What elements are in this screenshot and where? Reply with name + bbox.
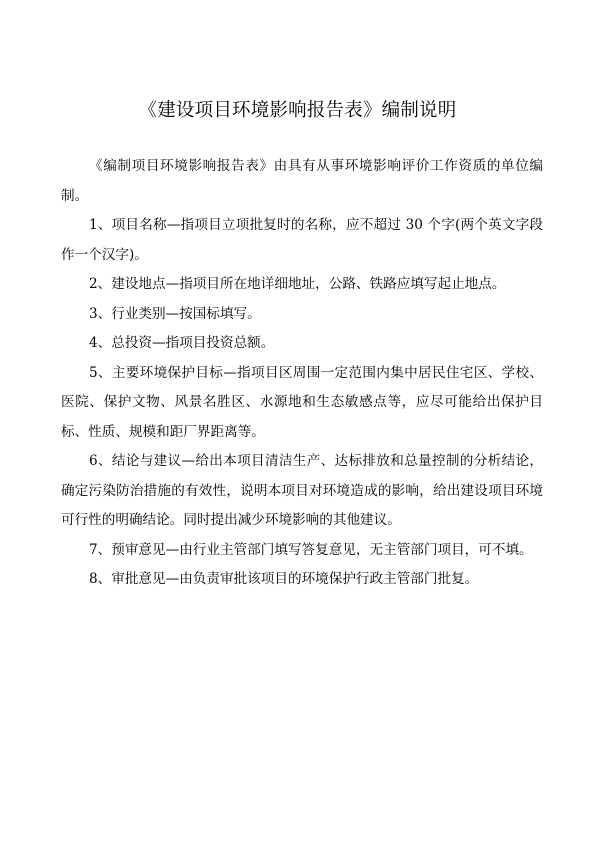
item-paragraph-8: 8、审批意见—由负责审批该项目的环境保护行政主管部门批复。 [89,571,479,587]
item-paragraph-1: 1、项目名称—指项目立项批复时的名称，应不超过 30 个字(两个英文字段作一个汉字)。 [61,217,543,263]
intro-paragraph: 《编制项目环境影响报告表》由具有从事环境影响评价工作资质的单位编制。 [61,158,543,204]
item-paragraph-3: 3、行业类别—按国标填写。 [89,305,261,322]
item-paragraph-7: 7、预审意见—由行业主管部门填写答复意见，无主管部门项目，可不填。 [89,541,533,558]
item-paragraph-4: 4、总投资—指项目投资总额。 [89,335,275,351]
item-paragraph-2: 2、建设地点—指项目所在地详细地址，公路、铁路应填写起止地点。 [89,276,506,292]
item-paragraph-6: 6、结论与建议—给出本项目清洁生产、达标排放和总量控制的分析结论，确定污染防治措施的有效性，说明本项目对环境造成的影响，给出建设项目环境可行性的明确结论。同时提出减少环境影响的其他建议。 [61,453,543,528]
document-title: 《建设项目环境影响报告表》编制说明 [138,100,457,121]
item-paragraph-5: 5、主要环境保护目标—指项目区周围一定范围内集中居民住宅区、学校、医院、保护文物、风景名胜区、水源地和生态敏感点等，应尽可能给出保护目标、性质、规模和距厂界距离等。 [61,364,543,440]
document-body [61,152,543,595]
